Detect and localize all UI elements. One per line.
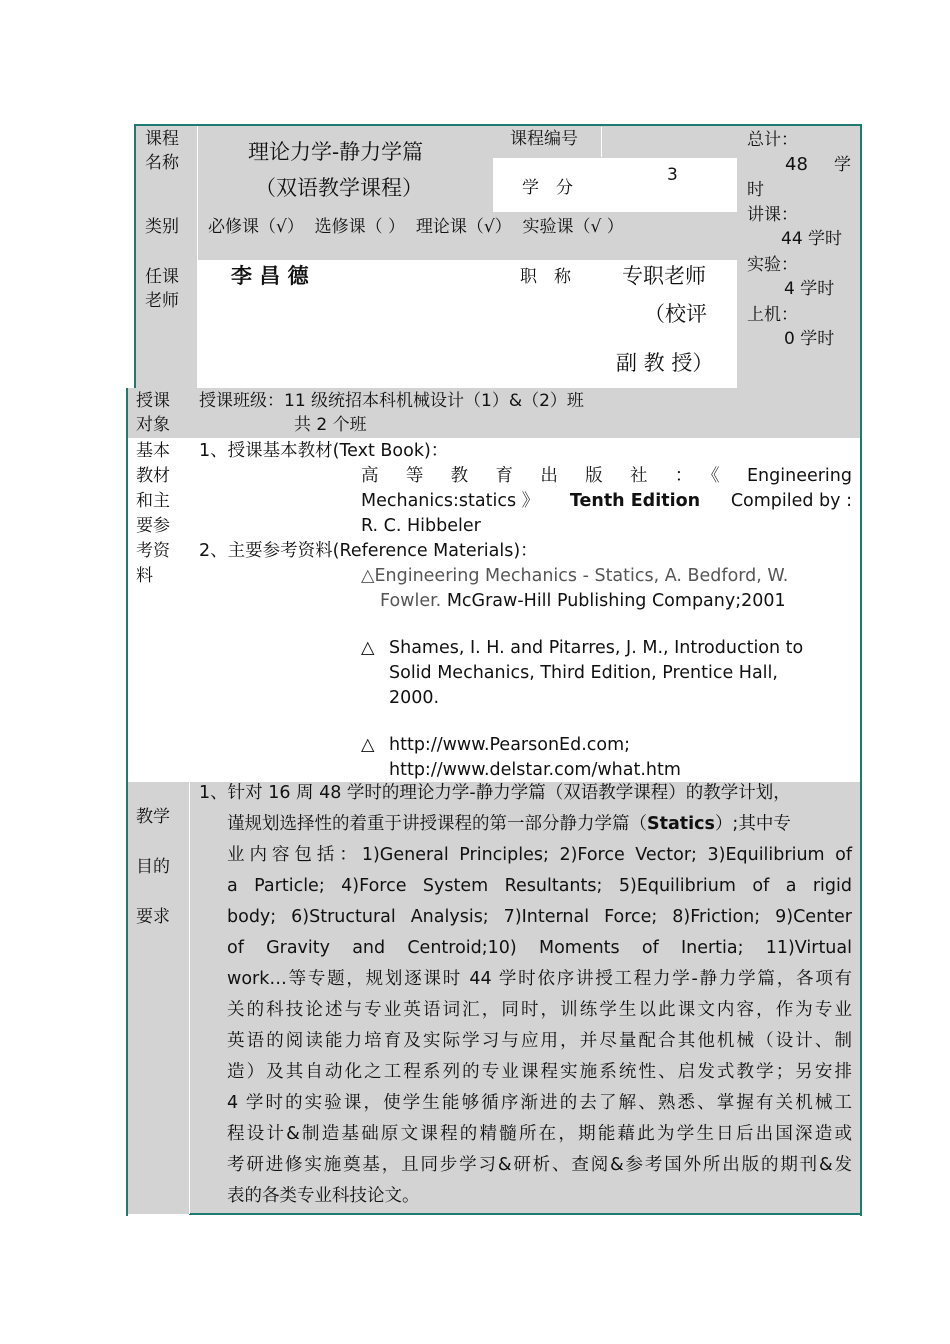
objectives-line-10: 造）及其自动化之工程系列的专业课程实施系统性、启发式教学；另安排: [227, 1062, 852, 1082]
textbook-edition: Tenth Edition: [569, 491, 701, 511]
objectives-line-1: 1、针对 16 周 48 学时的理论力学-静力学篇（双语教学课程）的教学计划，: [199, 783, 791, 803]
objectives-label-2: 目的: [136, 857, 170, 877]
course-name-label-1: 课程: [145, 129, 179, 149]
textbook-line-2a: Mechanics:statics 》: [361, 491, 540, 511]
ref1-line-1: △Engineering Mechanics - Statics, A. Bedford, W.: [361, 566, 789, 586]
objectives-line-14: 表的各类专业科技论文。: [227, 1186, 420, 1206]
ref3-link-2[interactable]: http://www.delstar.com/what.htm: [389, 760, 681, 780]
hours-computer-value: 0 学时: [784, 329, 835, 349]
objectives-line-11: 4 学时的实验课，使学生能够循序渐进的去了解、熟悉、掌握有关机械工: [227, 1093, 852, 1113]
title-value-3: 副 教 授）: [616, 351, 714, 375]
title-value-1: 专职老师: [622, 264, 706, 288]
objectives-line-13: 考研进修实施奠基，且同步学习&研析、查阅&参考国外所出版的期刊&发: [227, 1155, 852, 1175]
category-value: 必修课（√） 选修课（ ） 理论课（√） 实验课（√ ）: [208, 217, 624, 237]
ref1-line-2a: Fowler.: [380, 591, 442, 611]
teacher-name: 李 昌 德: [231, 264, 309, 288]
reference-heading: 2、主要参考资料(Reference Materials)：: [199, 541, 538, 561]
course-name-label-2: 名称: [145, 153, 179, 173]
textbook-heading: 1、授课基本教材(Text Book)：: [199, 441, 449, 461]
materials-label-6: 料: [136, 566, 153, 586]
title-value-2: （校评: [644, 302, 707, 326]
ref3-link-1[interactable]: http://www.PearsonEd.com;: [389, 735, 631, 755]
objectives-line-2: [227, 809, 852, 840]
materials-label-5: 考资: [136, 541, 170, 561]
audience-label-2: 对象: [136, 415, 170, 435]
hours-lab-value: 4 学时: [784, 279, 835, 299]
title-label: 职 称: [520, 267, 571, 287]
audience-label-1: 授课: [136, 391, 170, 411]
materials-label-4: 要参: [136, 516, 170, 536]
hours-lecture-value: 44 学时: [781, 229, 843, 249]
objectives-line-3: 业内容包括：1)General Principles; 2)Force Vector; 3)Equilibrium of: [227, 845, 852, 865]
divider-label-col: [197, 126, 198, 260]
ref2-line-3: 2000.: [389, 688, 440, 708]
ref2-line-1: Shames, I. H. and Pitarres, J. M., Introduction to: [389, 638, 804, 658]
objectives-line-9: 英语的阅读能力培育及实际学习与应用，并尽量配合其他机械（设计、制: [227, 1031, 852, 1051]
course-code-label: 课程编号: [510, 129, 578, 149]
course-title-2: （双语教学课程）: [255, 176, 423, 200]
hours-computer-label: 上机：: [747, 305, 798, 325]
credit-value: 3: [667, 165, 678, 185]
textbook-compiled: Compiled by :: [730, 491, 852, 511]
objectives-statics: Statics: [647, 814, 715, 834]
objectives-label-bg: [128, 782, 189, 1214]
hours-total-unit-1: 学: [834, 155, 851, 175]
objectives-label-1: 教学: [136, 807, 170, 827]
objectives-line-5: body; 6)Structural Analysis; 7)Internal Force; 8)Friction; 9)Center: [227, 907, 852, 927]
audience-line-2: 共 2 个班: [294, 415, 367, 435]
textbook-line-3: R. C. Hibbeler: [361, 516, 481, 536]
teacher-label-1: 任课: [145, 267, 179, 287]
ref2-bullet: △: [361, 638, 375, 658]
objectives-line-7: work…等专题，规划逐课时 44 学时依序讲授工程力学-静力学篇，各项有: [227, 969, 852, 989]
objectives-line-8: 关的科技论述与专业英语词汇，同时，训练学生以此课文内容，作为专业: [227, 1000, 852, 1020]
objectives-line-2-head: 谨规划选择性的着重于讲授课程的第一部分静力学篇（: [227, 814, 647, 834]
objectives-label-3: 要求: [136, 907, 170, 927]
materials-label-2: 教材: [136, 466, 170, 486]
objectives-line-6: of Gravity and Centroid;10) Moments of Inertia; 11)Virtual: [227, 938, 852, 958]
ref3-bullet: △: [361, 735, 375, 755]
hours-total-unit-2: 时: [747, 180, 764, 200]
divider-objectives: [189, 782, 190, 1214]
audience-line-1: 授课班级：11 级统招本科机械设计（1）&（2）班: [199, 391, 584, 411]
table-left-border-top: [134, 124, 136, 388]
textbook-line-1: 高 等 教 育 出 版 社 ： 《 Engineering: [361, 466, 852, 486]
objectives-line-4: a Particle; 4)Force System Resultants; 5)Equilibrium of a rigid: [227, 876, 852, 896]
table-right-border: [860, 124, 862, 1216]
course-code-value-cell: [601, 127, 737, 157]
objectives-line-12: 程设计&制造基础原文课程的精髓所在，期能藉此为学生日后出国深造或: [227, 1124, 852, 1144]
course-title-1: 理论力学-静力学篇: [248, 140, 424, 164]
materials-label-1: 基本: [136, 441, 170, 461]
ref1-line-2: [380, 589, 786, 613]
textbook-line-2: [361, 489, 852, 513]
table-bottom-border: [189, 1213, 862, 1215]
credit-label: 学 分: [522, 178, 573, 198]
hours-lab-label: 实验：: [747, 255, 798, 275]
hours-lecture-label: 讲课：: [747, 205, 798, 225]
hours-total-label: 总计：: [747, 130, 798, 150]
ref1-line-2b: McGraw-Hill Publishing Company;2001: [446, 591, 786, 611]
teacher-label-2: 老师: [145, 291, 179, 311]
hours-total-value: 48: [785, 154, 808, 175]
table-left-border-bottom: [126, 388, 128, 1216]
materials-label-3: 和主: [136, 491, 170, 511]
category-label: 类别: [145, 217, 179, 237]
table-top-border: [134, 124, 862, 126]
ref2-line-2: Solid Mechanics, Third Edition, Prentice Hall,: [389, 663, 778, 683]
objectives-line-2-tail: ）;其中专: [714, 814, 791, 834]
